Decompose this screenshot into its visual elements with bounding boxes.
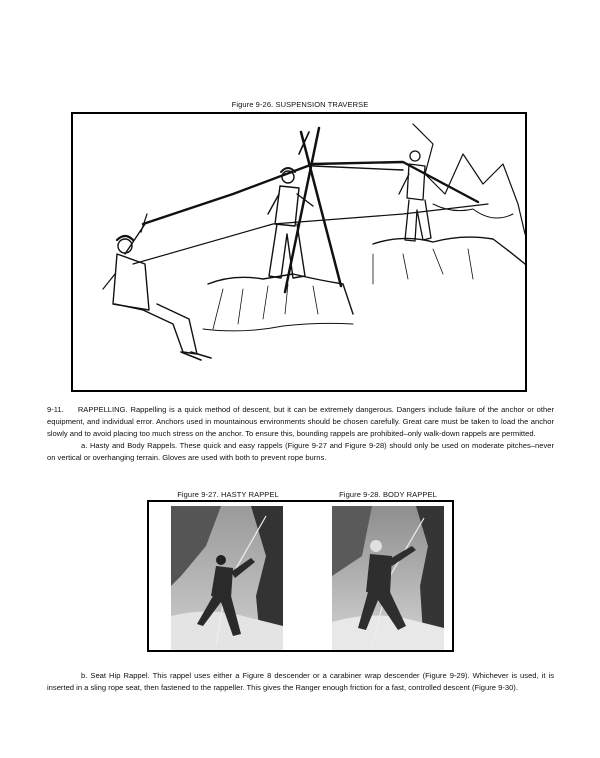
section-heading: RAPPELLING.	[77, 405, 128, 414]
figure-9-27-title: Figure 9-27. HASTY RAPPEL	[177, 490, 279, 499]
section-9-11-continued	[47, 670, 554, 694]
body-rappel-photo	[332, 506, 444, 650]
paragraph-a: a. Hasty and Body Rappels. These quick and easy rappels (Figure 9-27 and Figure 9-28) should only be used on moderate pitches–never on vertical or overhanging terrain. Gloves are used with both to prevent rope burns.	[47, 441, 554, 462]
figure-9-26-title: Figure 9-26. SUSPENSION TRAVERSE	[231, 100, 369, 109]
rappel-figures-frame	[147, 500, 454, 652]
paragraph-b: b. Seat Hip Rappel. This rappel uses either a Figure 8 descender or a carabiner wrap descender (Figure 9-29). Whichever is used, it is inserted in a sling rope seat, then fastened to the rappeller. This gives the Ranger enough friction for a fast, controlled descent (Figure 9-30).	[47, 671, 554, 692]
figure-9-28-title: Figure 9-28. BODY RAPPEL	[339, 490, 437, 499]
section-9-11	[47, 404, 554, 464]
hasty-rappel-photo	[171, 506, 283, 650]
section-number: 9-11.	[47, 405, 64, 414]
suspension-traverse-illustration	[73, 114, 525, 390]
figure-9-26-frame	[71, 112, 527, 392]
section-body: Rappelling is a quick method of descent, but it can be extremely dangerous. Dangers include failure of the anchor or other equipment, and individual error. Anchors used in mountainous environments should be chosen carefully. Great care must be taken to load the anchor slowly and to avoid placing too much stress on the anchor. To ensure this, bounding rappels are prohibited–only walk-down rappels are permitted.	[47, 405, 554, 438]
